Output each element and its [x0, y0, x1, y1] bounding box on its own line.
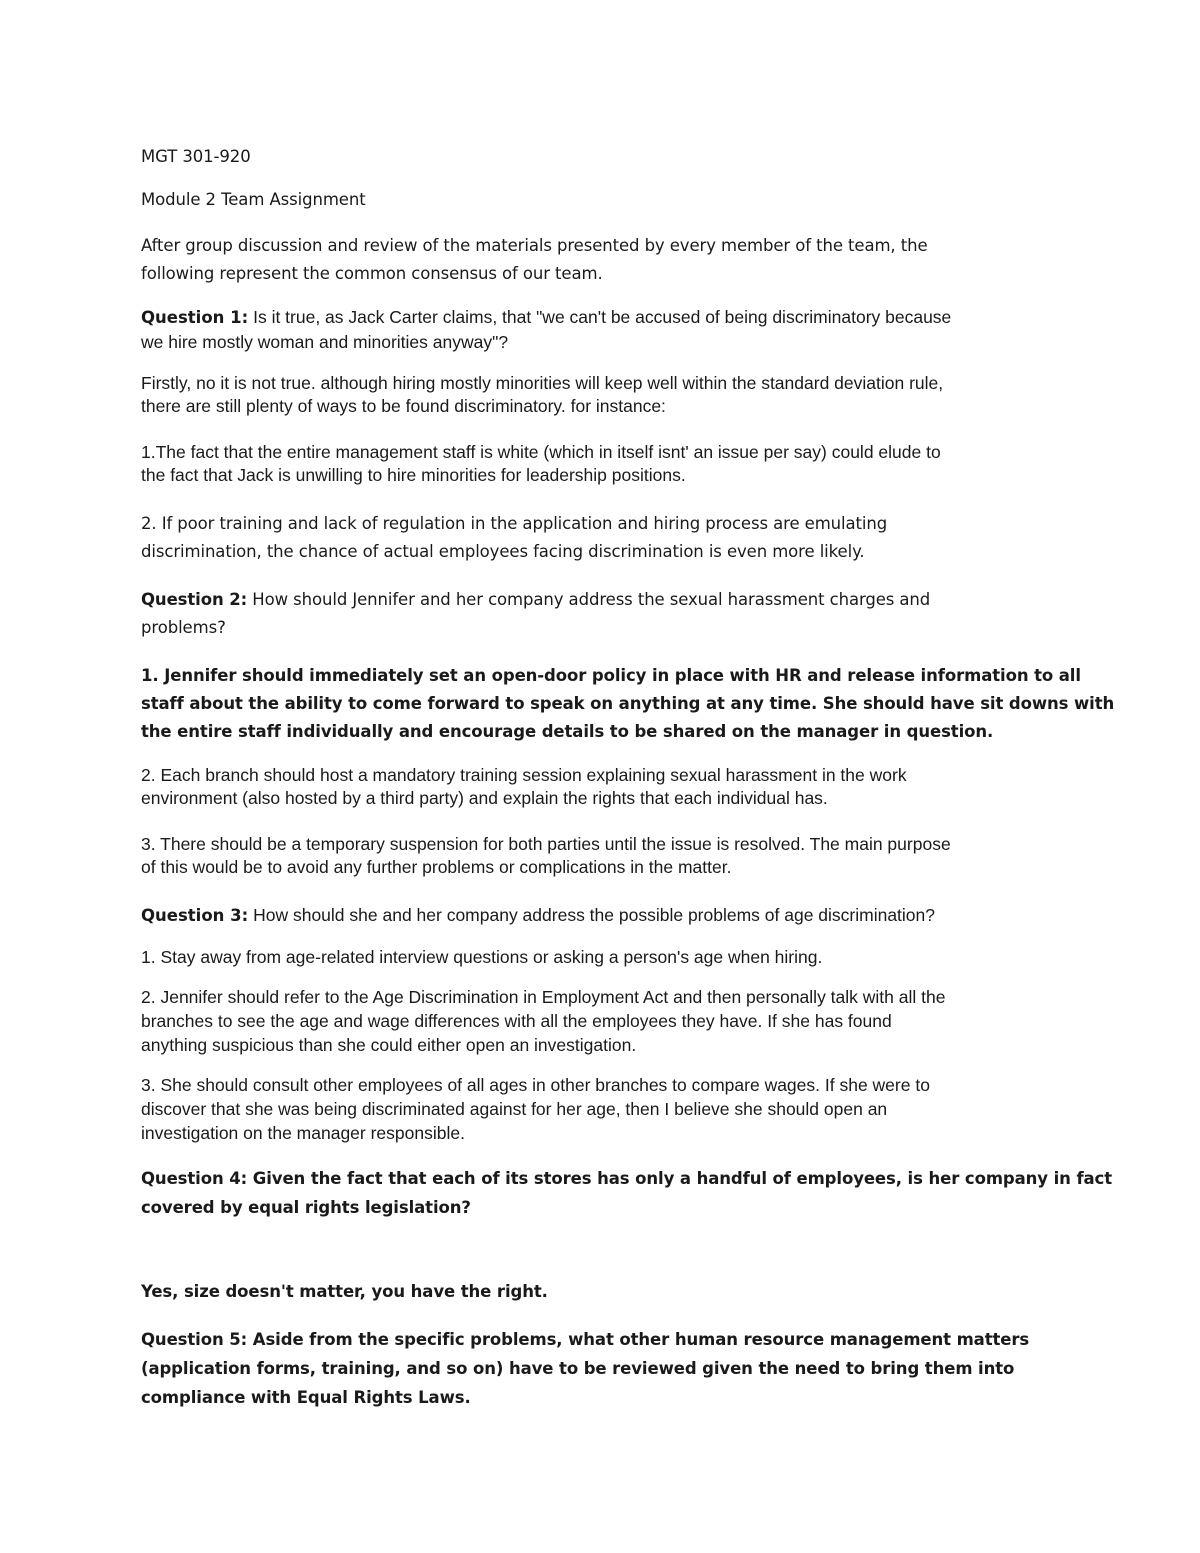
question-2-text: problems?: [141, 618, 226, 637]
question-4: [141, 1164, 1112, 1222]
answer-3-point-1: 1. Stay away from age-related interview questions or asking a person's age when hiring.: [141, 947, 823, 967]
answer-1-point-1: 1.The fact that the entire management staff is white (which in itself isnt' an issue per say) could elude to the fact that Jack is unwilling to hire minorities for leadership positions.: [141, 442, 941, 485]
intro-line: After group discussion and review of the materials presented by every member of the team, the: [141, 236, 928, 255]
question-1: [141, 305, 951, 355]
answer-4: Yes, size doesn't matter, you have the right.: [141, 1282, 548, 1301]
question-4-text: Given the fact that each of its stores has only a handful of employees, is her company in fact: [247, 1169, 1113, 1188]
course-code: MGT 301-920: [141, 147, 251, 166]
question-3-label: Question 3:: [141, 906, 249, 925]
question-4-text: covered by equal rights legislation?: [141, 1198, 471, 1217]
answer-2-point-3: 3. There should be a temporary suspension for both parties until the issue is resolved. The main purpose of this would be to avoid any further problems or complications in the matter.: [141, 834, 951, 877]
answer-1-line: there are still plenty of ways to be found discriminatory. for instance:: [141, 396, 666, 416]
question-4-label: Question 4:: [141, 1169, 248, 1188]
intro-paragraph: [141, 232, 928, 288]
assignment-title: Module 2 Team Assignment: [141, 190, 366, 209]
answer-1-line: Firstly, no it is not true. although hiring mostly minorities will keep well within the standard deviation rule,: [141, 373, 944, 393]
question-2: [141, 586, 930, 642]
answer-3-point-2: 2. Jennifer should refer to the Age Discrimination in Employment Act and then personally talk with all the branches to see the age and wage differences with all the employees they have. If she has found anything suspicious than she could either open an investigation.: [141, 987, 946, 1055]
question-5: [141, 1325, 1029, 1412]
question-2-text: How should Jennifer and her company address the sexual harassment charges and: [247, 590, 931, 609]
question-5-text: (application forms, training, and so on) have to be reviewed given the need to bring them into: [141, 1359, 1015, 1378]
question-1-text: we hire mostly woman and minorities anyway"?: [141, 332, 509, 352]
question-3-text: How should she and her company address the possible problems of age discrimination?: [248, 905, 936, 925]
question-1-text: Is it true, as Jack Carter claims, that "we can't be accused of being discriminatory because: [248, 307, 952, 327]
answer-1-paragraph: [141, 372, 943, 418]
question-1-label: Question 1:: [141, 308, 249, 327]
question-5-text: compliance with Equal Rights Laws.: [141, 1388, 471, 1407]
answer-2-point-1: 1. Jennifer should immediately set an open-door policy in place with HR and release information to all staff about the ability to come forward to speak on anything at any time. She should have sit downs with the entire staff individually and encourage details to be shared on the manager in question.: [141, 666, 1115, 741]
question-3: [141, 903, 935, 928]
answer-2-point-2: 2. Each branch should host a mandatory training session explaining sexual harassment in the work environment (also hosted by a third party) and explain the rights that each individual has.: [141, 765, 907, 808]
question-2-label: Question 2:: [141, 590, 248, 609]
question-5-label: Question 5:: [141, 1330, 248, 1349]
question-5-text: Aside from the specific problems, what other human resource management matters: [247, 1330, 1030, 1349]
answer-3-point-3: 3. She should consult other employees of all ages in other branches to compare wages. If she were to discover that she was being discriminated against for her age, then I believe she should open an investigation on the manager responsible.: [141, 1075, 930, 1143]
answer-1-point-2: 2. If poor training and lack of regulation in the application and hiring process are emulating discrimination, the chance of actual employees facing discrimination is even more likely.: [141, 514, 888, 561]
intro-line: following represent the common consensus of our team.: [141, 264, 603, 283]
